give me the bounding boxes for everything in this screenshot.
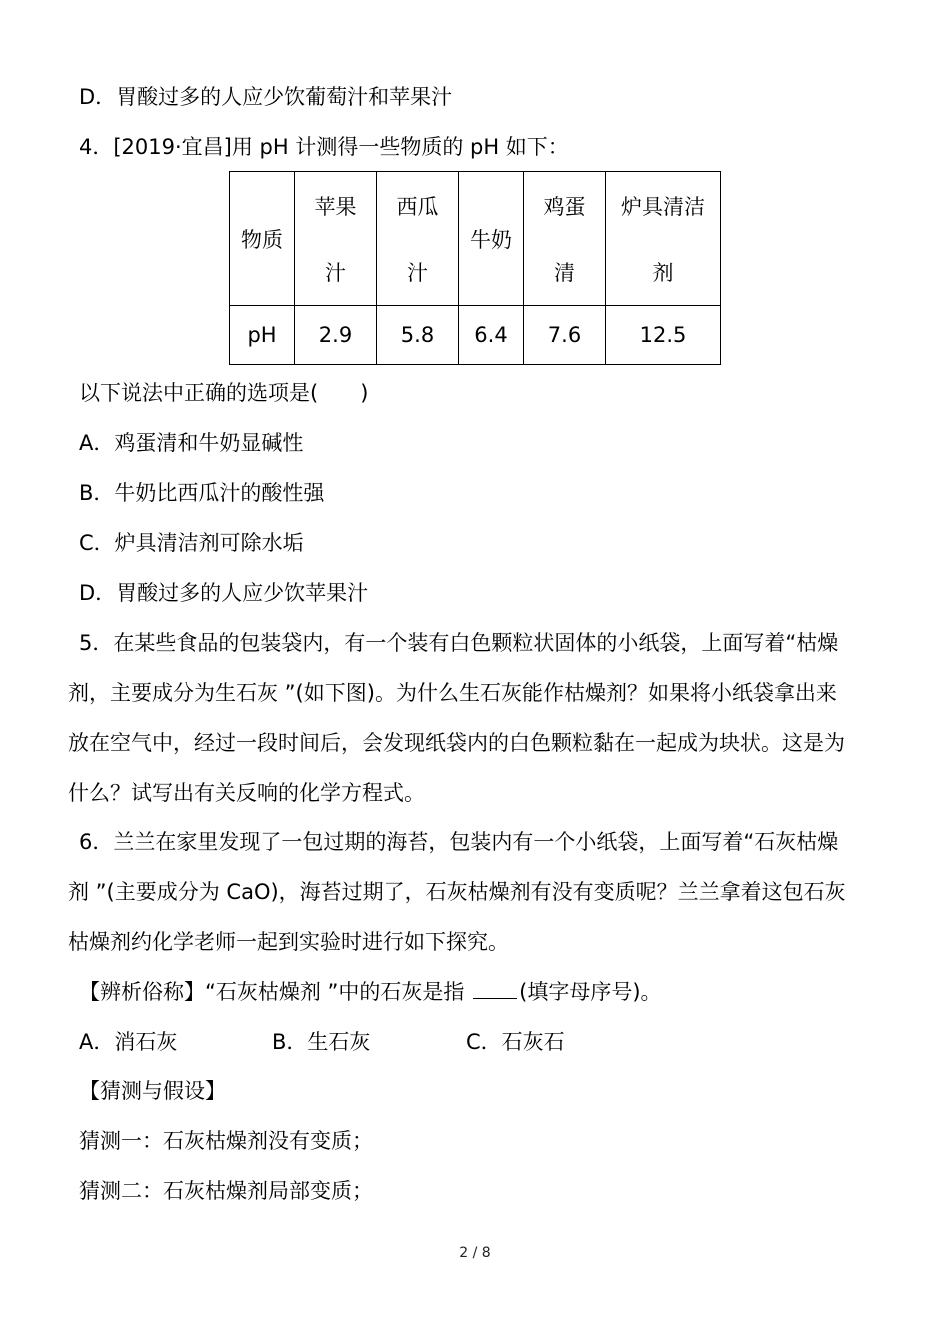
q4-prompt: 以下说法中正确的选项是( )	[79, 381, 369, 405]
ph-value: 6.4	[459, 306, 524, 365]
q5-line-4: 什么？试写出有关反响的化学方程式。	[68, 781, 425, 805]
q6-guess-title: 【猜测与假设】	[79, 1079, 226, 1103]
ph-value: 12.5	[606, 306, 721, 365]
column-header: 牛奶	[459, 172, 524, 306]
q6-option-b: B．生石灰	[272, 1030, 371, 1054]
q5-line-2: 剂，主要成分为生石灰 ”(如下图)。为什么生石灰能作枯燥剂？如果将小纸袋拿出来	[68, 681, 837, 705]
q6-line-1: 6．兰兰在家里发现了一包过期的海苔，包装内有一个小纸袋，上面写着“石灰枯燥	[79, 830, 839, 854]
q3-option-d: D．胃酸过多的人应少饮葡萄汁和苹果汁	[79, 85, 453, 109]
q4-stem: 4．[2019·宜昌]用 pH 计测得一些物质的 pH 如下：	[79, 135, 569, 159]
ph-value: 5.8	[377, 306, 459, 365]
q4-option-c: C．炉具清洁剂可除水垢	[79, 531, 304, 555]
q4-option-b: B．牛奶比西瓜汁的酸性强	[79, 481, 325, 505]
q6-bianxi-suffix: (填字母序号)。	[519, 980, 662, 1004]
column-header: 苹果 汁	[295, 172, 377, 306]
q6-line-3: 枯燥剂约化学老师一起到实验时进行如下探究。	[68, 930, 509, 954]
q4-option-d: D．胃酸过多的人应少饮苹果汁	[79, 581, 369, 605]
q6-option-a: A．消石灰	[79, 1030, 178, 1054]
q6-line-2: 剂 ”(主要成分为 CaO)，海苔过期了，石灰枯燥剂有没有变质呢？兰兰拿着这包石灰	[68, 880, 846, 904]
ph-value: 2.9	[295, 306, 377, 365]
column-header: 鸡蛋 清	[524, 172, 606, 306]
q6-option-c: C．石灰石	[466, 1030, 565, 1054]
row-header-substance: 物质	[230, 172, 295, 306]
page-number: 2 / 8	[459, 1245, 491, 1261]
column-header: 炉具清洁 剂	[606, 172, 721, 306]
table-row	[230, 306, 721, 365]
row-header-ph: pH	[230, 306, 295, 365]
q5-line-3: 放在空气中，经过一段时间后，会发现纸袋内的白色颗粒黏在一起成为块状。这是为	[68, 731, 845, 755]
q6-bianxi	[79, 978, 662, 1006]
q5-line-1: 5．在某些食品的包装袋内，有一个装有白色颗粒状固体的小纸袋，上面写着“枯燥	[79, 631, 839, 655]
column-header: 西瓜 汁	[377, 172, 459, 306]
table-row	[230, 172, 721, 306]
ph-value: 7.6	[524, 306, 606, 365]
q4-option-a: A．鸡蛋清和牛奶显碱性	[79, 431, 304, 455]
q6-guess-2: 猜测二：石灰枯燥剂局部变质；	[79, 1179, 373, 1203]
q6-bianxi-text: 【辨析俗称】“石灰枯燥剂 ”中的石灰是指	[79, 980, 465, 1004]
answer-blank	[473, 978, 517, 999]
q6-guess-1: 猜测一：石灰枯燥剂没有变质；	[79, 1129, 373, 1153]
ph-table	[229, 171, 721, 365]
